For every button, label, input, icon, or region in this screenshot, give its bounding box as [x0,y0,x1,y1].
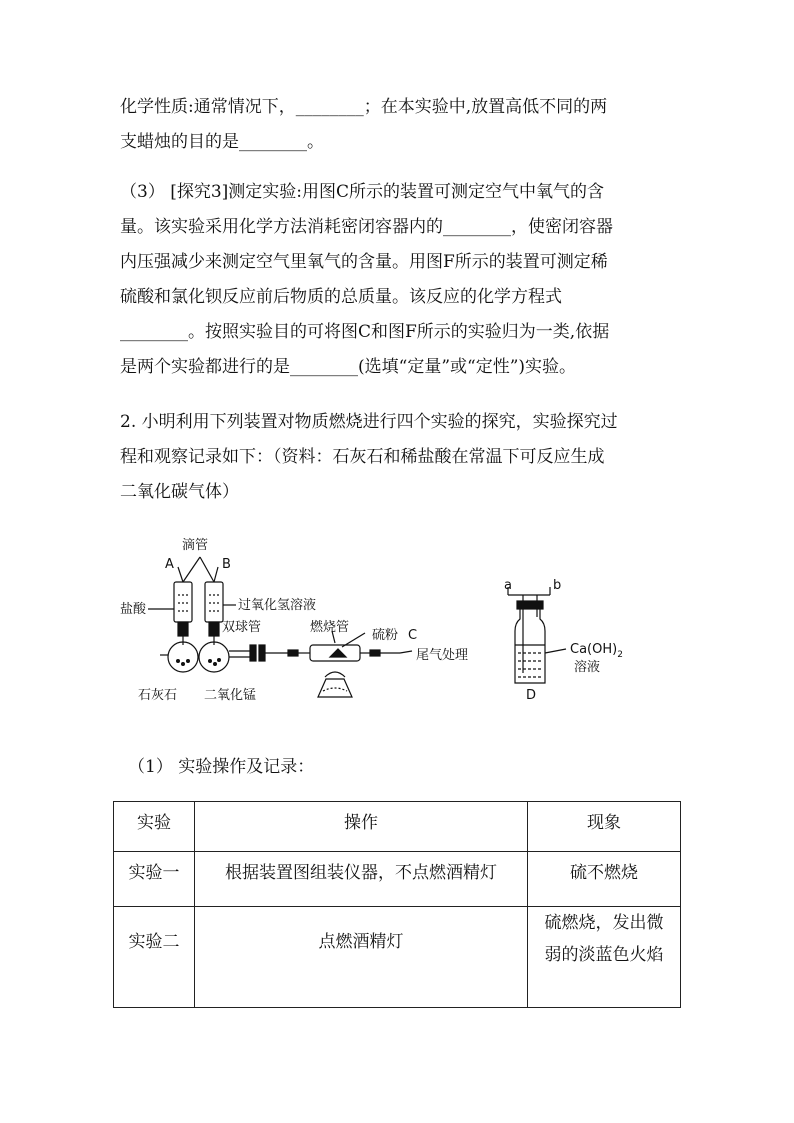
dropper-b [205,582,223,622]
text-line: 化学性质:通常情况下，________；在本实验中,放置高低不同的两 [120,97,608,117]
dropper-a [174,582,192,622]
label-a: A [165,557,174,572]
label-hydrogen-peroxide: 过氧化氢溶液 [238,598,317,613]
cell-operation: 根据装置图组装仪器，不点燃酒精灯 [195,852,528,907]
label-exhaust-treatment: 尾气处理 [416,648,469,663]
bulb-left [168,642,198,672]
text-line: 是两个实验都进行的是________(选填“定量”或“定性”)实验。 [120,357,577,377]
label-manganese-dioxide: 二氧化锰 [204,688,257,703]
cell-phenomenon: 硫不燃烧 [528,852,681,907]
text-line: 二氧化碳气体） [120,482,239,502]
cell-experiment: 实验二 [114,907,195,1008]
label-c: C [408,628,418,643]
label-limestone: 石灰石 [138,688,178,703]
header-phenomenon: 现象 [528,802,681,852]
paragraph-explore-3 [120,175,680,385]
cell-operation: 点燃酒精灯 [195,907,528,1008]
text-line: （3） [探究3]测定实验:用图C所示的装置可测定空气中氧气的含 [120,182,605,202]
header-operation: 操作 [195,802,528,852]
table-header-row [114,802,681,852]
text-line: 内压强减少来测定空气里氧气的含量。用图F所示的装置可测定稀 [120,252,608,272]
header-experiment: 实验 [114,802,195,852]
text-line: 量。该实验采用化学方法消耗密闭容器内的________，使密闭容器 [120,217,613,237]
phenomenon-line: 硫燃烧，发出微 [544,913,664,933]
section-heading-operations: （1） 实验操作及记录： [128,757,315,777]
cell-phenomenon [528,907,681,1008]
label-dropper: 滴管 [182,538,209,553]
gas-bottle-d [515,609,545,683]
label-combustion-tube: 燃烧管 [310,620,350,635]
text-line: ________。按照实验目的可将图C和图F所示的实验归为一类,依据 [120,322,610,342]
cell-experiment: 实验一 [114,852,195,907]
text-line: 2. 小明利用下列装置对物质燃烧进行四个实验的探究，实验探究过 [120,412,618,432]
label-solution: 溶液 [574,660,601,675]
label-double-bulb-tube: 双球管 [222,620,262,635]
bulb-right [199,642,229,672]
text-line: 支蜡烛的目的是________。 [120,132,324,152]
dropper-b-bulb [209,622,219,636]
paragraph-chemical-properties [120,90,680,160]
apparatus-diagram [120,527,623,717]
text-line: 程和观察记录如下：（资料：石灰石和稀盐酸在常温下可反应生成 [120,447,605,467]
label-hydrochloric-acid: 盐酸 [120,602,147,617]
dropper-a-bulb [178,622,188,636]
text-line: 硫酸和氯化钡反应前后物质的总质量。该反应的化学方程式 [120,287,562,307]
label-b-small: b [553,578,562,593]
table-row [114,907,681,1008]
paragraph-question-2 [120,405,680,510]
phenomenon-line: 弱的淡蓝色火焰 [544,945,664,965]
experiment-record-table [113,801,681,1008]
label-d: D [526,688,537,703]
table-row [114,852,681,907]
label-b: B [222,557,231,572]
label-sulfur-powder: 硫粉 [372,628,399,643]
label-calcium-hydroxide: $Ca(OH)_2$ [570,642,623,660]
label-a-small: a [504,578,512,593]
